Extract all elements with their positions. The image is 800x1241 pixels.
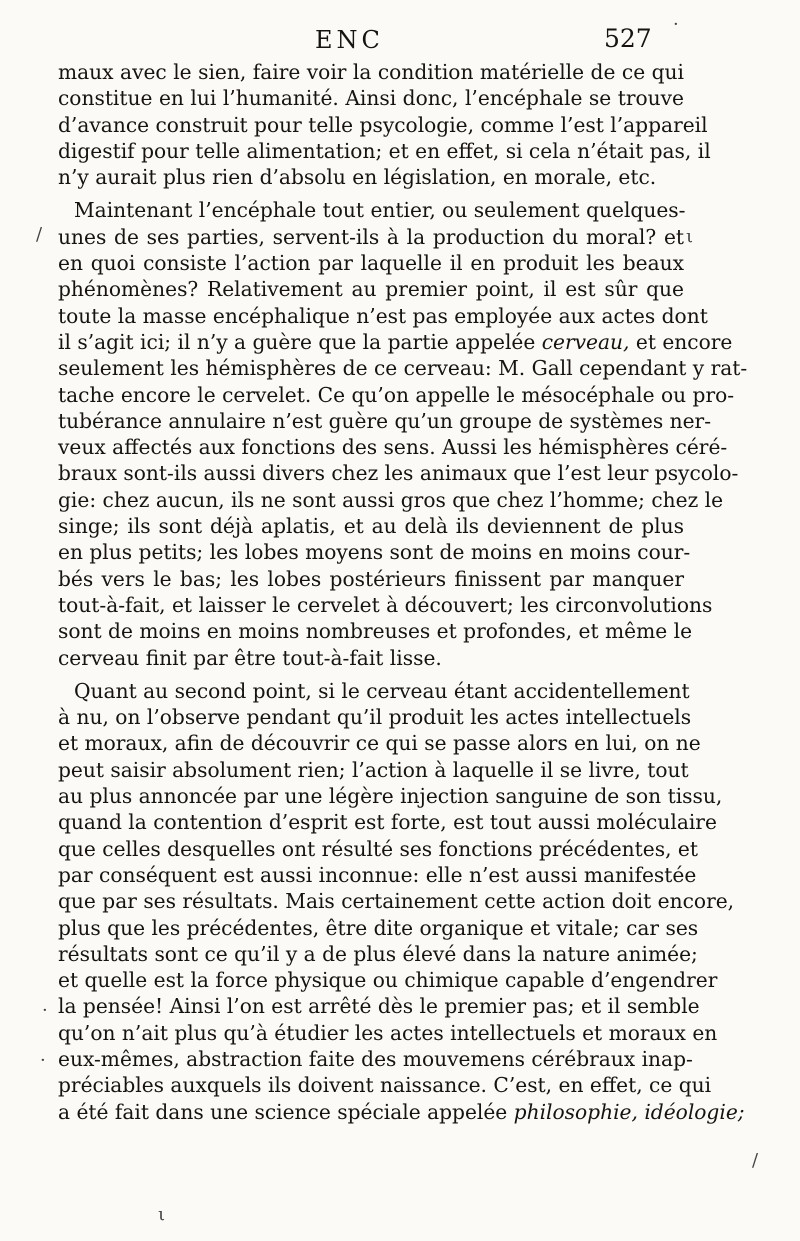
margin-mark: · — [40, 1050, 46, 1071]
text-line: il s’agit ici; il n’y a guère que la partie appelée cerveau, et encore — [58, 329, 733, 354]
text-line: résultats sont ce qu’il y a de plus élevé dans la nature animée; — [58, 941, 698, 966]
paragraph-1 — [58, 59, 711, 190]
text-line: d’avance construit pour telle psycologie, comme l’est l’appareil — [58, 112, 708, 137]
text-line: maux avec le sien, faire voir la condition matérielle de ce qui — [58, 60, 684, 84]
text-line: gie: chez aucun, ils ne sont aussi gros que chez l’homme; chez le — [58, 487, 724, 512]
text-line: sont de moins en moins nombreuses et profondes, et même le — [58, 619, 693, 644]
margin-mark: / — [752, 1150, 759, 1171]
text-line: préciables auxquels ils doivent naissance. C’est, en effet, ce qui — [58, 1073, 712, 1098]
text-line: toute la masse encéphalique n’est pas employée aux actes dont — [58, 303, 708, 328]
paragraph-3 — [58, 678, 745, 1125]
text-line: en quoi consiste l’action par laquelle il en produit les beaux — [58, 251, 684, 276]
text-line: braux sont-ils aussi divers chez les animaux que l’est leur psycolo- — [58, 461, 739, 486]
text-line: veux affectés aux fonctions des sens. Aussi les hémisphères céré- — [58, 435, 728, 460]
text-line: n’y aurait plus rien d’absolu en législation, en morale, etc. — [58, 165, 657, 190]
text-line: tache encore le cervelet. Ce qu’on appelle le mésocéphale ou pro- — [58, 382, 735, 407]
text-line: qu’on n’ait plus qu’à étudier les actes intellectuels et moraux en — [58, 1020, 718, 1045]
text-line: peut saisir absolument rien; l’action à laquelle il se livre, tout — [58, 757, 689, 782]
text-line: et quelle est la force physique ou chimique capable d’engendrer — [58, 968, 718, 993]
text-line: a été fait dans une science spéciale appelée philosophie, idéologie; — [58, 1099, 745, 1124]
text-line: eux-mêmes, abstraction faite des mouvemens cérébraux inap- — [58, 1046, 693, 1071]
text-line: la pensée! Ainsi l’on est arrêté dès le premier pas; et il semble — [58, 994, 700, 1019]
text-line: en plus petits; les lobes moyens sont de moins en moins cour- — [58, 540, 691, 565]
text-line: et moraux, afin de découvrir ce qui se passe alors en lui, on ne — [58, 731, 701, 756]
text-line: digestif pour telle alimentation; et en effet, si cela n’était pas, il — [58, 138, 711, 163]
margin-mark: ι — [158, 1204, 166, 1225]
text-line: par conséquent est aussi inconnue: elle n’est aussi manifestée — [58, 862, 697, 887]
text-line: tubérance annulaire n’est guère qu’un groupe de systèmes ner- — [58, 408, 712, 433]
text-line: Maintenant l’encéphale tout entier, ou seulement quelques- — [74, 198, 686, 223]
text-line: Quant au second point, si le cerveau étant accidentellement — [74, 678, 690, 703]
margin-mark: · — [42, 1000, 48, 1021]
margin-mark: / — [36, 224, 43, 245]
text-line: phénomènes? Relativement au premier point, il est sûr que — [58, 277, 684, 302]
text-line: que celles desquelles ont résulté ses fonctions précédentes, et — [58, 836, 698, 861]
text-line: plus que les précédentes, être dite organique et vitale; car ses — [58, 915, 699, 940]
text-line: que par ses résultats. Mais certainement cette action doit encore, — [58, 889, 735, 914]
text-line: unes de ses parties, servent-ils à la production du moral? et — [58, 224, 684, 249]
text-line: tout-à-fait, et laisser le cervelet à découvert; les circonvolutions — [58, 592, 713, 617]
text-line: à nu, on l’observe pendant qu’il produit les actes intellectuels — [58, 705, 692, 730]
text-line: seulement les hémisphères de ce cerveau: M. Gall cependant y rat- — [58, 356, 748, 381]
text-line: bés vers le bas; les lobes postérieurs finissent par manquer — [58, 566, 684, 591]
print-speck: · — [673, 14, 679, 35]
text-line: constitue en lui l’humanité. Ainsi donc, l’encéphale se trouve — [58, 86, 684, 111]
text-line: cerveau finit par être tout-à-fait lisse. — [58, 645, 442, 670]
running-head: ENC — [315, 26, 384, 54]
page-header — [0, 24, 800, 58]
text-line: quand la contention d’esprit est forte, est tout aussi moléculaire — [58, 810, 717, 835]
text-line: au plus annoncée par une légère injection sanguine de son tissu, — [58, 784, 723, 809]
margin-mark: ι — [686, 226, 694, 247]
page-number: 527 — [604, 24, 652, 53]
body-text — [58, 59, 748, 1125]
text-line: singe; ils sont déjà aplatis, et au delà ils deviennent de plus — [58, 514, 684, 539]
paragraph-2 — [58, 197, 748, 670]
